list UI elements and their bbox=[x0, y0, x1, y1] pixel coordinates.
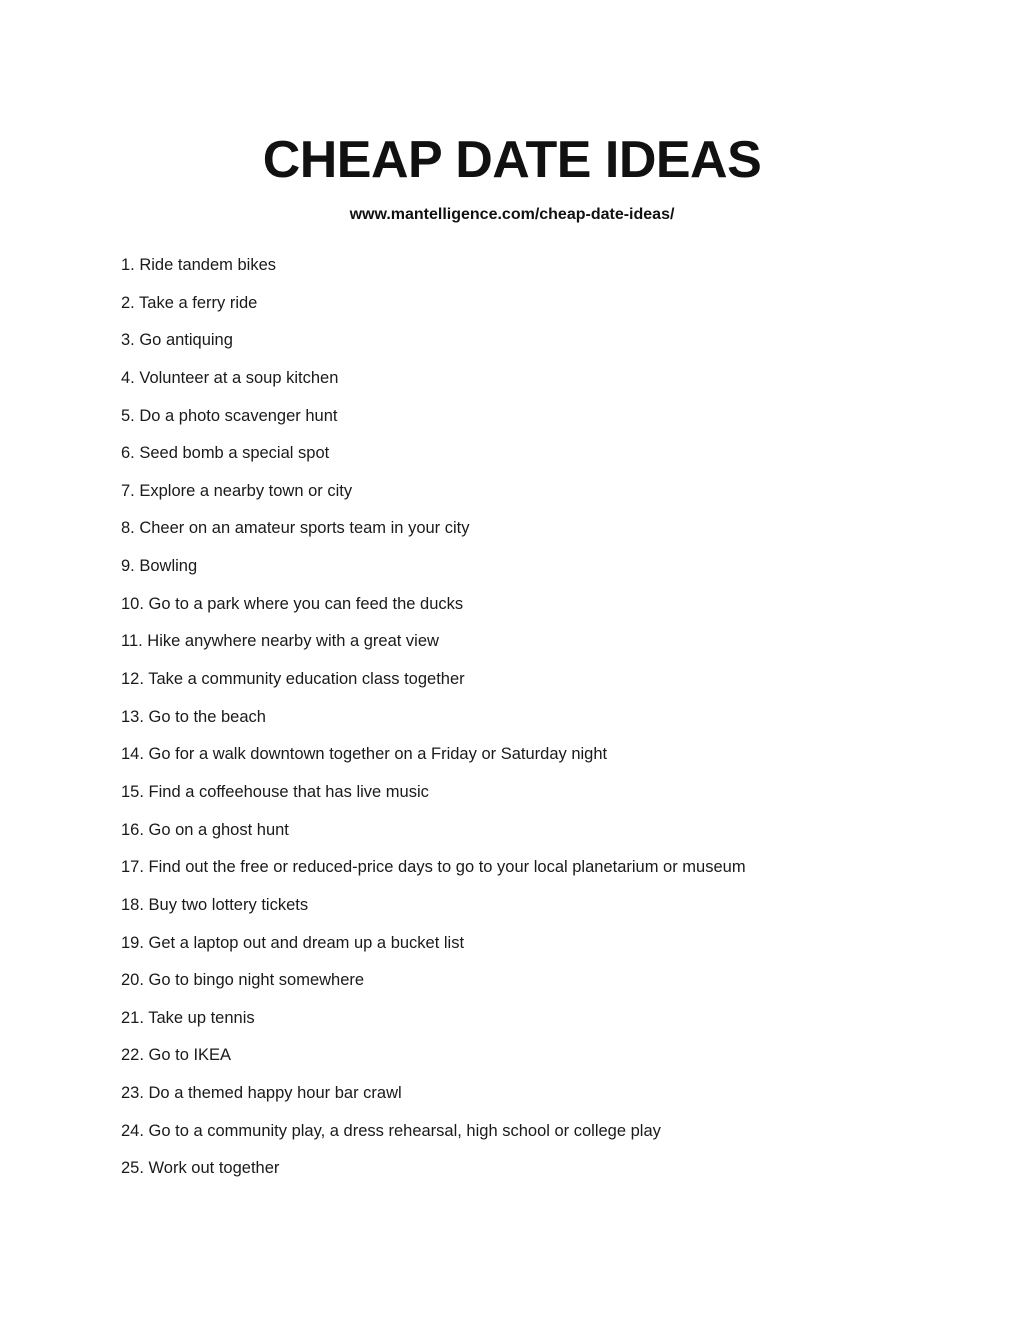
list-item: 5. Do a photo scavenger hunt bbox=[121, 406, 338, 425]
list-item: 22. Go to IKEA bbox=[121, 1046, 232, 1065]
list-item: 7. Explore a nearby town or city bbox=[121, 481, 353, 500]
list-item: 4. Volunteer at a soup kitchen bbox=[121, 368, 339, 387]
list-item: 20. Go to bingo night somewhere bbox=[121, 971, 365, 990]
list-item: 11. Hike anywhere nearby with a great view bbox=[121, 632, 439, 651]
list-item: 18. Buy two lottery tickets bbox=[121, 895, 309, 914]
list-item: 23. Do a themed happy hour bar crawl bbox=[121, 1084, 402, 1103]
list-item: 8. Cheer on an amateur sports team in your city bbox=[121, 519, 470, 538]
list-item: 14. Go for a walk downtown together on a Friday or Saturday night bbox=[121, 745, 608, 764]
list-item: 21. Take up tennis bbox=[121, 1008, 255, 1027]
list-item: 15. Find a coffeehouse that has live music bbox=[121, 782, 429, 801]
page-title: CHEAP DATE IDEAS bbox=[262, 131, 762, 189]
list-item: 25. Work out together bbox=[121, 1159, 280, 1178]
list-item: 13. Go to the beach bbox=[121, 707, 266, 726]
list-item: 2. Take a ferry ride bbox=[121, 293, 258, 312]
list-item: 12. Take a community education class together bbox=[121, 670, 465, 689]
source-url: www.mantelligence.com/cheap-date-ideas/ bbox=[349, 206, 675, 223]
list-item: 1. Ride tandem bikes bbox=[121, 256, 277, 274]
list-item: 9. Bowling bbox=[121, 557, 198, 576]
list-item: 16. Go on a ghost hunt bbox=[121, 820, 289, 839]
idea-list bbox=[121, 253, 981, 1194]
list-item: 24. Go to a community play, a dress rehearsal, high school or college play bbox=[121, 1121, 661, 1140]
list-item: 10. Go to a park where you can feed the ducks bbox=[121, 594, 464, 613]
list-item: 17. Find out the free or reduced-price days to go to your local planetarium or museum bbox=[121, 858, 746, 877]
list-item: 19. Get a laptop out and dream up a bucket list bbox=[121, 933, 465, 952]
list-item: 3. Go antiquing bbox=[121, 331, 233, 350]
list-item: 6. Seed bomb a special spot bbox=[121, 444, 330, 463]
